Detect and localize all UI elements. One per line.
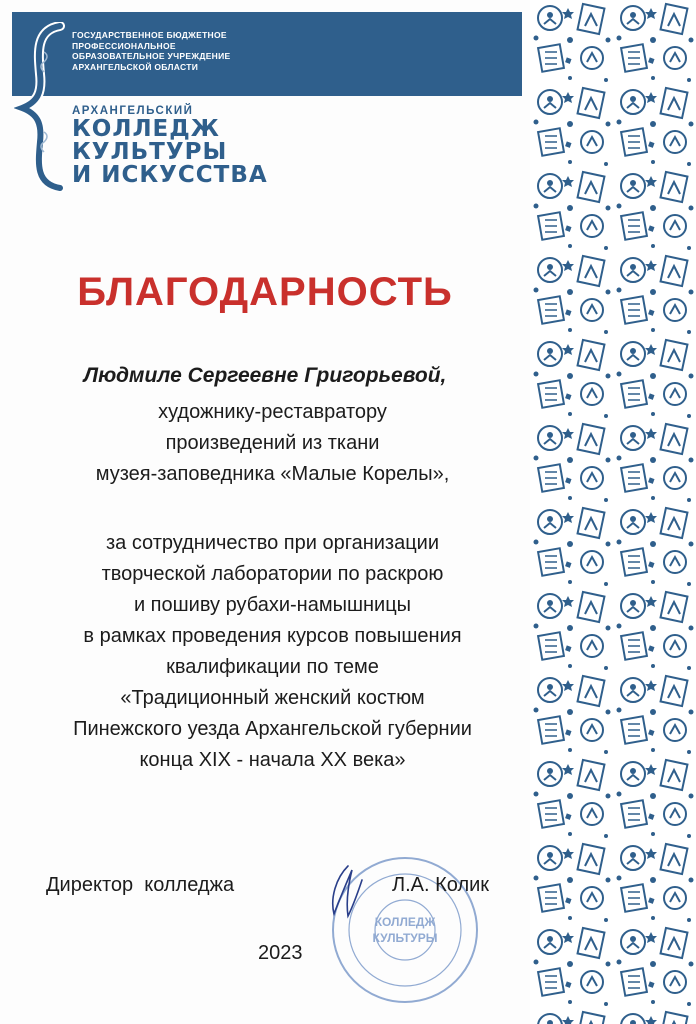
stamp-center-line: КУЛЬТУРЫ: [372, 931, 438, 945]
org-line: ОБРАЗОВАТЕЛЬНОЕ УЧРЕЖДЕНИЕ: [72, 51, 231, 61]
org-line: АРХАНГЕЛЬСКОЙ ОБЛАСТИ: [72, 61, 199, 72]
org-line: ГОСУДАРСТВЕННОЕ БЮДЖЕТНОЕ: [72, 30, 227, 40]
reason-line: Пинежского уезда Архангельской губернии: [73, 718, 472, 740]
college-line: АРХАНГЕЛЬСКИЙ: [72, 105, 194, 117]
org-line: ПРОФЕССИОНАЛЬНОЕ: [72, 40, 176, 51]
college-line: И ИСКУССТВА: [72, 162, 268, 188]
decorative-pattern-strip: [530, 0, 696, 1024]
college-line: КОЛЛЕДЖ: [72, 116, 220, 142]
signatory-position: Директор колледжа: [46, 874, 235, 896]
document-year: 2023: [258, 942, 303, 964]
reason-line: и пошиву рубахи-намышницы: [133, 594, 412, 616]
reason-line: за сотрудничество при организации: [105, 532, 440, 554]
organization-name: [72, 30, 322, 72]
signatory-name: Л.А. Колик: [392, 874, 490, 896]
director-signature: [318, 858, 378, 928]
reason-line: «Традиционный женский костюм: [120, 687, 425, 709]
stamp-center-line: КОЛЛЕДЖ: [374, 915, 436, 929]
college-line: КУЛЬТУРЫ: [72, 139, 228, 165]
recipient-description: [0, 397, 545, 490]
document-title: БЛАГОДАРНОСТЬ: [77, 270, 453, 314]
recipient-line: произведений из ткани: [165, 432, 380, 454]
gratitude-reason: [0, 528, 545, 776]
reason-line: конца XIX - начала XX века»: [139, 749, 406, 771]
recipient-name: Людмиле Сергеевне Григорьевой,: [83, 364, 447, 387]
reason-line: творческой лаборатории по раскрою: [101, 563, 444, 585]
reason-line: квалификации по теме: [166, 656, 379, 678]
college-logo-brace-icon: [14, 22, 70, 192]
recipient-line: художнику-реставратору: [158, 401, 387, 423]
reason-line: в рамках проведения курсов повышения: [83, 625, 462, 647]
recipient-line: музея-заповедника «Малые Корелы»,: [95, 463, 450, 485]
college-name: [72, 104, 268, 187]
